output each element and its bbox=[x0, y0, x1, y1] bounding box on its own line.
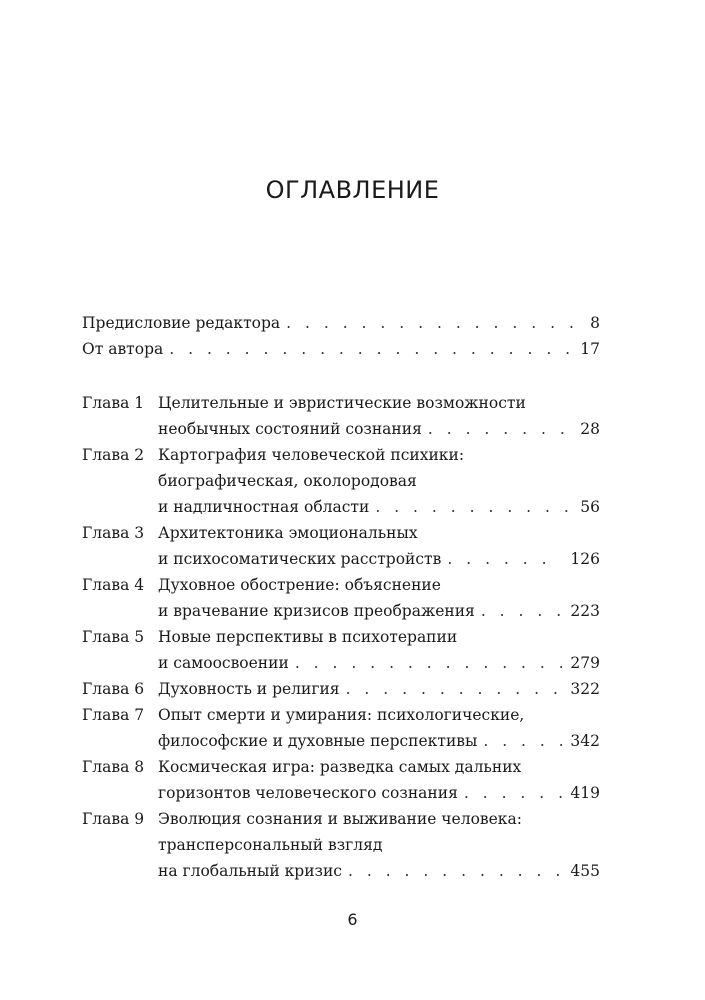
leader-dots bbox=[348, 858, 562, 884]
table-of-contents bbox=[82, 310, 600, 884]
page-number: 6 bbox=[347, 910, 358, 929]
chapter-page: 223 bbox=[570, 602, 600, 620]
toc-chapter-4 bbox=[82, 572, 600, 624]
chapter-title-line: трансперсональный взгляд bbox=[158, 836, 383, 854]
leader-dots bbox=[447, 546, 562, 572]
chapter-label: Глава 5 bbox=[82, 628, 145, 646]
chapter-title-line: Космическая игра: разведка самых дальних bbox=[158, 758, 522, 776]
chapter-label: Глава 6 bbox=[82, 680, 145, 698]
chapter-label: Глава 8 bbox=[82, 758, 145, 776]
toc-chapter-2 bbox=[82, 442, 600, 520]
chapter-title-line: и психосоматических расстройств bbox=[158, 550, 442, 568]
chapter-label: Глава 9 bbox=[82, 810, 145, 828]
chapter-title-line: Опыт смерти и умирания: психологические, bbox=[158, 706, 525, 724]
chapter-title-line: на глобальный кризис bbox=[158, 862, 342, 880]
chapter-title-line: Духовность и религия bbox=[158, 680, 340, 698]
entry-page: 17 bbox=[580, 340, 600, 358]
toc-entry-editor-preface bbox=[82, 310, 600, 336]
chapter-page: 322 bbox=[570, 680, 600, 698]
chapter-title-line: Новые перспективы в психотерапии bbox=[158, 628, 458, 646]
chapter-page: 28 bbox=[580, 420, 600, 438]
page-title: ОГЛАВЛЕНИЕ bbox=[265, 176, 440, 204]
chapter-page: 455 bbox=[570, 862, 600, 880]
toc-chapter-8 bbox=[82, 754, 600, 806]
leader-dots bbox=[483, 728, 562, 754]
chapter-page: 56 bbox=[580, 498, 600, 516]
chapter-label: Глава 1 bbox=[82, 394, 145, 412]
chapter-page: 419 bbox=[570, 784, 600, 802]
chapter-title-line: Архитектоника эмоциональных bbox=[158, 524, 418, 542]
chapter-title-line: биографическая, околородовая bbox=[158, 472, 417, 490]
chapter-title-line: и надличностная области bbox=[158, 498, 370, 516]
entry-title: Предисловие редактора bbox=[82, 314, 281, 332]
leader-dots bbox=[286, 310, 582, 336]
chapter-title-line: и врачевание кризисов преображения bbox=[158, 602, 475, 620]
chapter-title-line: Целительные и эвристические возможности bbox=[158, 394, 526, 412]
leader-dots bbox=[169, 336, 572, 362]
leader-dots bbox=[346, 676, 563, 702]
chapter-label: Глава 4 bbox=[82, 576, 145, 594]
leader-dots bbox=[464, 780, 563, 806]
entry-page: 8 bbox=[590, 314, 600, 332]
chapter-label: Глава 2 bbox=[82, 446, 145, 464]
leader-dots bbox=[375, 494, 572, 520]
leader-dots bbox=[428, 416, 572, 442]
chapter-title-line: Картография человеческой психики: bbox=[158, 446, 465, 464]
chapter-title-line: горизонтов человеческого сознания bbox=[158, 784, 458, 802]
chapter-title-line: философские и духовные перспективы bbox=[158, 732, 478, 750]
chapter-page: 126 bbox=[570, 550, 600, 568]
toc-entry-author-preface bbox=[82, 336, 600, 362]
toc-chapter-1 bbox=[82, 390, 600, 442]
toc-chapter-3 bbox=[82, 520, 600, 572]
leader-dots bbox=[295, 650, 563, 676]
chapter-label: Глава 3 bbox=[82, 524, 145, 542]
entry-title: От автора bbox=[82, 340, 164, 358]
toc-chapter-9 bbox=[82, 806, 600, 884]
chapter-title-line: Эволюция сознания и выживание человека: bbox=[158, 810, 522, 828]
chapter-label: Глава 7 bbox=[82, 706, 145, 724]
chapter-title-line: и самоосвоении bbox=[158, 654, 289, 672]
leader-dots bbox=[481, 598, 563, 624]
toc-chapter-7 bbox=[82, 702, 600, 754]
chapter-page: 279 bbox=[570, 654, 600, 672]
section-gap bbox=[82, 362, 600, 390]
toc-chapter-6 bbox=[82, 676, 600, 702]
toc-chapter-5 bbox=[82, 624, 600, 676]
chapter-title-line: Духовное обострение: объяснение bbox=[158, 576, 441, 594]
chapter-title-line: необычных состояний сознания bbox=[158, 420, 422, 438]
chapter-page: 342 bbox=[570, 732, 600, 750]
